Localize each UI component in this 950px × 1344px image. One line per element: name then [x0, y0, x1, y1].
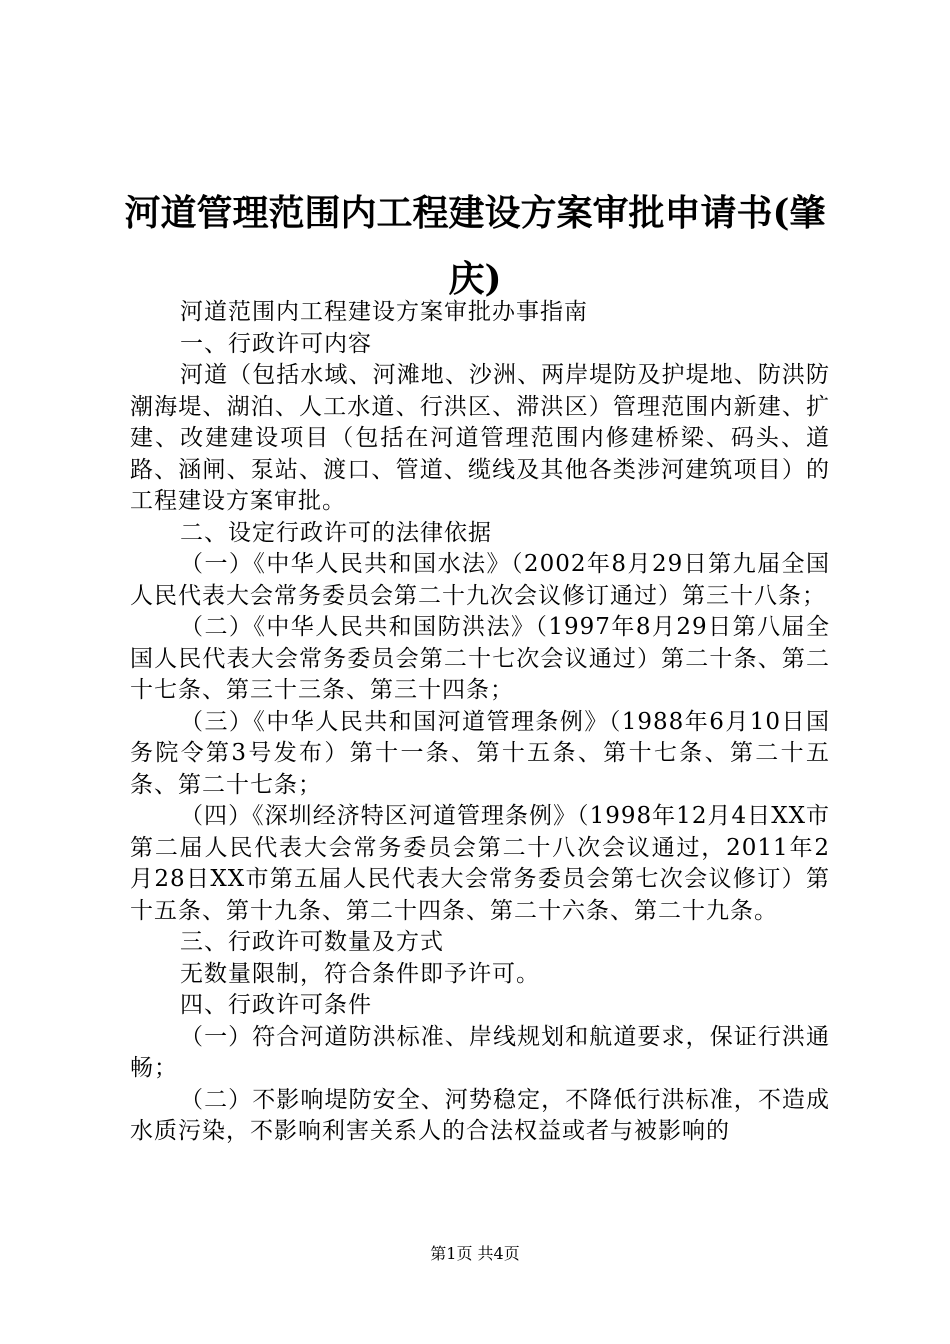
paragraph: （三）《中华人民共和国河道管理条例》（1988年6月10日国务院令第3号发布）第十一条、第十五条、第十七条、第二十五条、第二十七条； [130, 708, 830, 798]
paragraph: （四）《深圳经济特区河道管理条例》（1998年12月4日XX市第二届人民代表大会常务委员会第二十八次会议通过，2011年2月28日XX市第五届人民代表大会常务委员会第七次会议修订）第十五条、第十九条、第二十四条、第二十六条、第二十九条。 [130, 803, 830, 924]
page-footer: 第1页 共4页 [430, 1244, 520, 1263]
section-heading-3: 三、行政许可数量及方式 [180, 929, 444, 955]
paragraph: （一）符合河道防洪标准、岸线规划和航道要求，保证行洪通畅； [130, 1023, 830, 1081]
paragraph: （二）不影响堤防安全、河势稳定，不降低行洪标准，不造成水质污染，不影响利害关系人的合法权益或者与被影响的 [130, 1086, 830, 1144]
paragraph: （一）《中华人民共和国水法》（2002年8月29日第九届全国人民代表大会常务委员会第二十九次会议修订通过）第三十八条； [130, 551, 830, 609]
document-body [130, 297, 830, 1148]
paragraph: （二）《中华人民共和国防洪法》（1997年8月29日第八届全国人民代表大会常务委员会第二十七次会议通过）第二十条、第二十七条、第三十三条、第三十四条； [130, 614, 830, 703]
paragraph-guide-heading: 河道范围内工程建设方案审批办事指南 [180, 299, 588, 325]
section-heading-1: 一、行政许可内容 [180, 330, 372, 357]
section-heading-4: 四、行政许可条件 [180, 992, 372, 1018]
document-title: 河道管理范围内工程建设方案审批申请书(肇庆) [124, 192, 826, 300]
paragraph: 无数量限制，符合条件即予许可。 [180, 960, 540, 987]
section-heading-2: 二、设定行政许可的法律依据 [180, 519, 492, 546]
paragraph: 河道（包括水域、河滩地、沙洲、两岸堤防及护堤地、防洪防潮海堤、湖泊、人工水道、行洪区、滞洪区）管理范围内新建、扩建、改建建设项目（包括在河道管理范围内修建桥梁、码头、道路、涵闸、泵站、渡口、管道、缆线及其他各类涉河建筑项目）的工程建设方案审批。 [130, 362, 830, 514]
